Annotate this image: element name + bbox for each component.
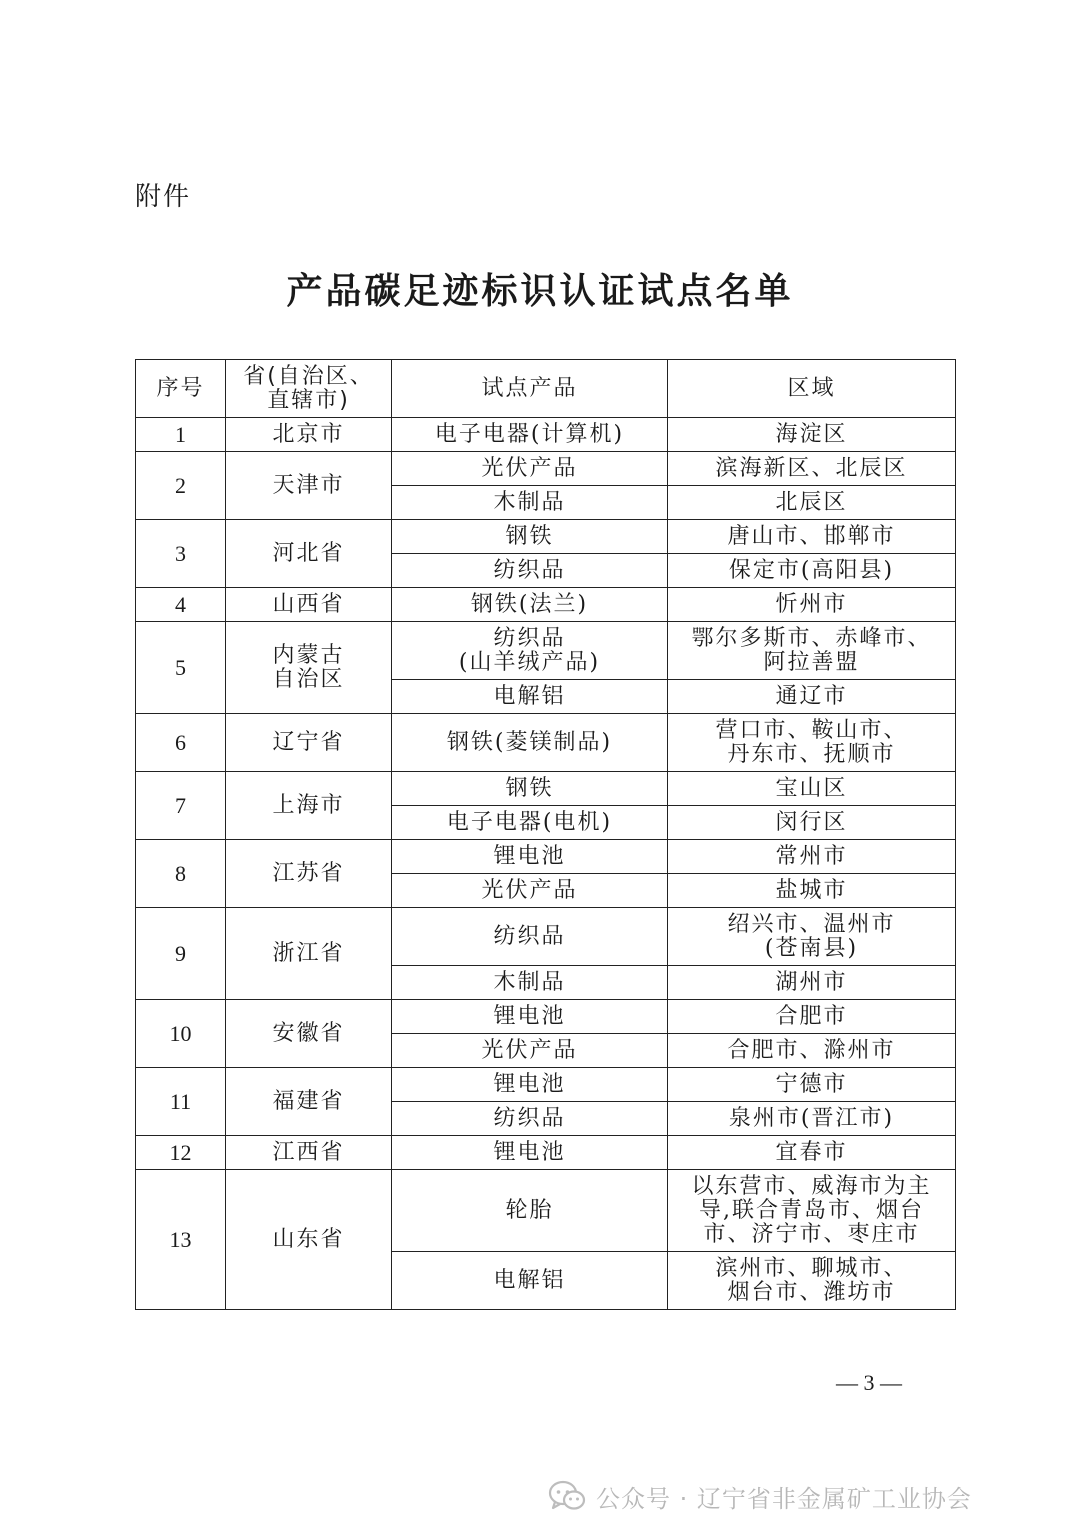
- region-cell: 保定市(高阳县): [668, 554, 956, 588]
- serial-cell: 12: [136, 1136, 226, 1170]
- header-product: 试点产品: [392, 360, 668, 418]
- product-cell: 锂电池: [392, 1000, 668, 1034]
- table-row: [136, 520, 956, 554]
- province-cell: 山东省: [226, 1170, 392, 1310]
- product-cell: 电解铝: [392, 1252, 668, 1310]
- region-cell: 唐山市、邯郸市: [668, 520, 956, 554]
- product-cell: 纺织品: [392, 1102, 668, 1136]
- header-region: 区域: [668, 360, 956, 418]
- table-body: [136, 418, 956, 1310]
- table-row: [136, 452, 956, 486]
- region-cell: 宁德市: [668, 1068, 956, 1102]
- region-cell: 北辰区: [668, 486, 956, 520]
- serial-cell: 2: [136, 452, 226, 520]
- province-cell: 上海市: [226, 772, 392, 840]
- attachment-label: 附件: [135, 182, 192, 212]
- product-cell: 纺织品: [392, 908, 668, 966]
- product-cell: 钢铁(法兰): [392, 588, 668, 622]
- watermark-text: 公众号 · 辽宁省非金属矿工业协会: [596, 1484, 972, 1513]
- serial-cell: 6: [136, 714, 226, 772]
- table-row: [136, 840, 956, 874]
- serial-cell: 8: [136, 840, 226, 908]
- province-cell: 天津市: [226, 452, 392, 520]
- header-province: 省(自治区、 直辖市): [226, 360, 392, 418]
- header-serial: 序号: [136, 360, 226, 418]
- product-cell: 轮胎: [392, 1170, 668, 1252]
- region-cell: 常州市: [668, 840, 956, 874]
- wechat-icon: [548, 1480, 586, 1512]
- document-title: 产品碳足迹标识认证试点名单: [286, 271, 794, 312]
- serial-cell: 11: [136, 1068, 226, 1136]
- region-cell: 闵行区: [668, 806, 956, 840]
- table-row: [136, 908, 956, 966]
- product-cell: 钢铁(菱镁制品): [392, 714, 668, 772]
- region-cell: 以东营市、威海市为主 导,联合青岛市、烟台 市、济宁市、枣庄市: [668, 1170, 956, 1252]
- province-cell: 浙江省: [226, 908, 392, 1000]
- product-cell: 钢铁: [392, 520, 668, 554]
- region-cell: 泉州市(晋江市): [668, 1102, 956, 1136]
- product-cell: 纺织品 (山羊绒产品): [392, 622, 668, 680]
- serial-cell: 4: [136, 588, 226, 622]
- serial-cell: 13: [136, 1170, 226, 1310]
- table-row: [136, 1170, 956, 1252]
- province-cell: 安徽省: [226, 1000, 392, 1068]
- product-cell: 电子电器(计算机): [392, 418, 668, 452]
- table-row: [136, 1136, 956, 1170]
- region-cell: 绍兴市、温州市 (苍南县): [668, 908, 956, 966]
- product-cell: 木制品: [392, 966, 668, 1000]
- province-cell: 福建省: [226, 1068, 392, 1136]
- region-cell: 鄂尔多斯市、赤峰市、 阿拉善盟: [668, 622, 956, 680]
- table-row: [136, 1068, 956, 1102]
- table-row: [136, 714, 956, 772]
- province-cell: 江西省: [226, 1136, 392, 1170]
- region-cell: 宝山区: [668, 772, 956, 806]
- province-cell: 山西省: [226, 588, 392, 622]
- region-cell: 合肥市、滁州市: [668, 1034, 956, 1068]
- province-cell: 内蒙古 自治区: [226, 622, 392, 714]
- table-row: [136, 1000, 956, 1034]
- product-cell: 锂电池: [392, 840, 668, 874]
- province-cell: 北京市: [226, 418, 392, 452]
- region-cell: 盐城市: [668, 874, 956, 908]
- region-cell: 滨海新区、北辰区: [668, 452, 956, 486]
- table-row: [136, 772, 956, 806]
- region-cell: 通辽市: [668, 680, 956, 714]
- pilot-list-table: [135, 359, 956, 1310]
- region-cell: 宜春市: [668, 1136, 956, 1170]
- serial-cell: 5: [136, 622, 226, 714]
- serial-cell: 9: [136, 908, 226, 1000]
- product-cell: 光伏产品: [392, 452, 668, 486]
- product-cell: 纺织品: [392, 554, 668, 588]
- watermark: [548, 1476, 972, 1516]
- product-cell: 光伏产品: [392, 1034, 668, 1068]
- serial-cell: 1: [136, 418, 226, 452]
- table-row: [136, 588, 956, 622]
- province-cell: 河北省: [226, 520, 392, 588]
- product-cell: 锂电池: [392, 1068, 668, 1102]
- page-number: — 3 —: [836, 1370, 902, 1395]
- region-cell: 合肥市: [668, 1000, 956, 1034]
- serial-cell: 3: [136, 520, 226, 588]
- region-cell: 营口市、鞍山市、 丹东市、抚顺市: [668, 714, 956, 772]
- region-cell: 滨州市、聊城市、 烟台市、潍坊市: [668, 1252, 956, 1310]
- province-cell: 江苏省: [226, 840, 392, 908]
- serial-cell: 10: [136, 1000, 226, 1068]
- serial-cell: 7: [136, 772, 226, 840]
- product-cell: 钢铁: [392, 772, 668, 806]
- product-cell: 木制品: [392, 486, 668, 520]
- product-cell: 锂电池: [392, 1136, 668, 1170]
- region-cell: 忻州市: [668, 588, 956, 622]
- product-cell: 电解铝: [392, 680, 668, 714]
- product-cell: 光伏产品: [392, 874, 668, 908]
- region-cell: 湖州市: [668, 966, 956, 1000]
- province-cell: 辽宁省: [226, 714, 392, 772]
- table-row: [136, 622, 956, 680]
- table-header-row: [136, 360, 956, 418]
- table-row: [136, 418, 956, 452]
- region-cell: 海淀区: [668, 418, 956, 452]
- product-cell: 电子电器(电机): [392, 806, 668, 840]
